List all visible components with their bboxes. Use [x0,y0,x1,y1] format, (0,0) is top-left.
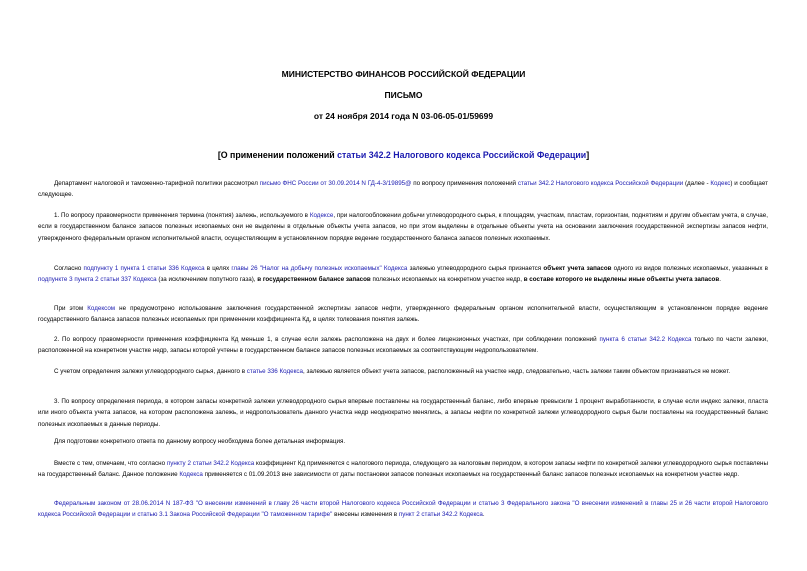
text: залежью углеводородного сырья признается [407,265,544,272]
text: в целях [204,265,232,272]
paragraph-6 [38,396,768,430]
link-article-342-2-p2[interactable]: пункт 2 статьи 342.2 Кодекса [398,511,483,519]
link-article-342-2-p6[interactable]: пункта 6 статьи 342.2 Кодекса [599,336,692,343]
text: по вопросу применения положений [411,180,518,187]
text: Вместе с тем, отмечаем, что согласно [54,460,167,467]
text: не предусмотрено использование заключения государственной экспертизы запасов нефти, утвержденного федеральным органом исполнительной власти, осуществляющим в установленном порядке ведение государственного баланса запасов полезных ископаемых при применении коэффициента Кд, в целях толкования понятия залежь. [38,305,768,324]
link-article-337[interactable]: подпункте 3 пункта 2 статьи 337 Кодекса [38,276,157,284]
link-article-336[interactable]: статье 336 Кодекса [246,368,304,375]
paragraph-7 [38,436,768,447]
ministry-title: МИНИСТЕРСТВО ФИНАНСОВ РОССИЙСКОЙ ФЕДЕРАЦИИ [281,69,526,79]
text: 3. По вопросу определения периода, в котором запасы конкретной залежи углеводородного сырья впервые поставлены на государственный баланс, либо впервые превысили 1 процент выработанности, в случае если индекс залежи, пласта или иного объекта учета запасов, на котором расположена залежь, и недропользователь данного участка недр неоднократно менялись, а запасы нефти по конкретной залежи углеводородного сырья были поставлены на государственный баланс полезных ископаемых в данные периоды. [38,398,768,428]
text: . [719,276,721,284]
link-code[interactable]: Кодекс [710,180,731,187]
text: , залежью является объект учета запасов, расположенный на участке недр, следовательно, часть залежи таким объектом признаваться не может. [303,368,731,375]
paragraph-3 [38,303,768,326]
paragraph-5 [38,366,768,377]
link-fns-letter[interactable]: письмо ФНС России от 30.09.2014 N ГД-4-3/19895@ [259,180,412,187]
paragraph-intro [38,178,768,201]
text: Согласно [54,265,84,272]
subject-link[interactable]: статьи 342.2 Налогового кодекса Российской Федерации [337,150,587,160]
paragraph-1 [38,210,768,244]
paragraph-2 [38,263,768,286]
text: 2. По вопросу правомерности применения коэффициента Кд меньше 1, в случае если залежь расположена на двух и более лицензионных участках, при соблюдении положений [54,336,600,343]
text: коэффициент Кд применяется с налогового периода, следующего за налоговым периодом, в котором запасы нефти по конкретной залежи углеводородного сырья поставлены на государственный баланс. Данное положение [38,460,768,479]
bold-text: в государственном балансе запасов [257,276,371,284]
text: внесены изменения в [332,511,399,519]
text: полезных ископаемых на конкретном участке недр, [370,276,524,284]
text: ) и сообщает следующее. [38,180,769,199]
text: При этом [54,305,88,312]
link-article-342-2-p2[interactable]: пункту 2 статьи 342.2 Кодекса [166,460,255,467]
text: Для подготовки конкретного ответа по данному вопросу необходима более детальная информация. [54,438,346,445]
subject-suffix: ] [586,150,590,160]
link-federal-law-187[interactable]: Федеральным законом от 28.06.2014 N 187-ФЗ "О внесении изменений в главу 26 части второй Налогового кодекса Российской Федерации и статью 3 Федерального закона "О внесении изменений в главы 25 и 26 части второй Налогового кодекса Российской Федерации и статью 3.1 Закона Российской Федерации "О таможенном тарифе" [38,500,768,519]
bold-text: объект учета запасов [543,265,612,272]
text: С учетом определения залежи углеводородного сырья, данного в [54,368,247,375]
text: 1. По вопросу правомерности применения термина (понятия) залежь, используемого в [54,212,310,219]
document-type: ПИСЬМО [384,90,423,100]
paragraph-4 [38,334,768,357]
link-code[interactable]: Кодекса [179,471,203,479]
text: применяется с 01.09.2013 вне зависимости от даты постановки запасов полезных ископаемых на государственный баланс запасов полезных ископаемых на конкретном участке недр. [202,471,740,479]
paragraph-8 [38,458,768,481]
link-code[interactable]: Кодексе [309,212,334,219]
link-article-342-2[interactable]: статьи 342.2 Налогового кодекса Российской Федерации [517,180,684,187]
paragraph-9 [38,498,768,521]
text: . [482,511,485,519]
link-code[interactable]: Кодексом [87,305,116,312]
text: (за исключением попутного газа), [156,276,258,284]
bold-text: в составе которого не выделены иные объекты учета запасов [523,276,720,284]
document-subject [0,150,807,160]
document-date-number: от 24 ноября 2014 года N 03-06-05-01/59699 [313,111,494,121]
text: Департамент налоговой и таможенно-тарифной политики рассмотрел [54,180,260,187]
subject-prefix: [О применении положений [217,150,338,160]
text: , при налогообложении добычи углеводородного сырья, к площадям, участкам, пластам, горизонтам, поднятиям и другим объектам учета, в случае, если в государственном балансе запасов полезных ископаемых они не выделены в отдельные объекты учета запасов, но при этом выделены в отдельные объекты учета на основании заключения государственной экспертизы запасов нефти, утвержденного федеральным органом исполнительной власти, осуществляющим в установленном порядке ведение государственного баланса запасов полезных ископаемых. [38,212,769,242]
text: одного из видов полезных ископаемых, указанных в [611,265,769,272]
text: только по части залежи, расположенной на конкретном участке недр, запасы которой учтены в государственном балансе запасов полезных ископаемых за соответствующим недропользователем. [38,336,768,355]
text: (далее - [683,180,711,187]
link-article-336[interactable]: подпункту 1 пункта 1 статьи 336 Кодекса [83,265,205,272]
link-chapter-26[interactable]: главы 26 "Налог на добычу полезных ископаемых" Кодекса [231,265,408,272]
